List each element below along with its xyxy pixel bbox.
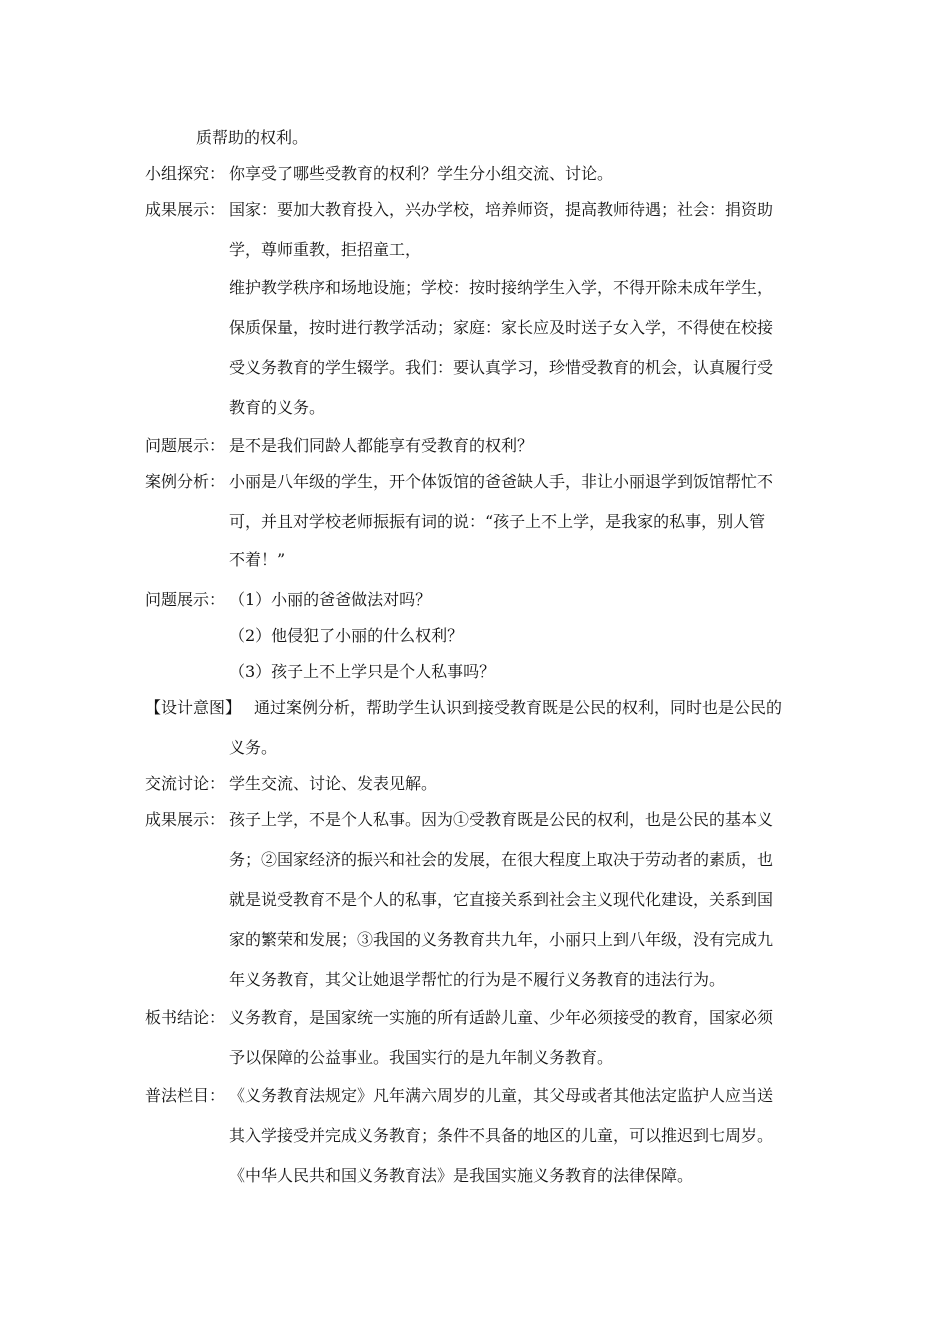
text-line: 务；②国家经济的振兴和社会的发展，在很大程度上取决于劳动者的素质，也	[229, 850, 774, 869]
text-line: 予以保障的公益事业。我国实行的是九年制义务教育。	[229, 1048, 614, 1067]
text-line: 可，并且对学校老师振振有词的说：“孩子上不上学，是我家的私事，别人管	[229, 512, 766, 531]
text-line: 你享受了哪些受教育的权利？学生分小组交流、讨论。	[229, 164, 614, 183]
text-line: （1）小丽的爸爸做法对吗？	[229, 590, 432, 609]
text-line: 年义务教育，其父让她退学帮忙的行为是不履行义务教育的违法行为。	[229, 970, 726, 989]
text-line: 义务教育，是国家统一实施的所有适龄儿童、少年必须接受的教育，国家必须	[229, 1008, 774, 1027]
text-line: 其入学接受并完成义务教育；条件不具备的地区的儿童，可以推迟到七周岁。	[229, 1126, 774, 1145]
line-label: 小组探究：	[145, 164, 226, 183]
text-line: 不着！”	[229, 550, 286, 569]
text-line: 维护教学秩序和场地设施；学校：按时接纳学生入学，不得开除未成年学生，	[229, 278, 774, 297]
text-line: 小丽是八年级的学生，开个体饭馆的爸爸缺人手，非让小丽退学到饭馆帮忙不	[229, 472, 774, 491]
text-line: 质帮助的权利。	[196, 128, 309, 147]
line-label: 普法栏目：	[145, 1086, 226, 1105]
line-label: 成果展示：	[145, 200, 226, 219]
text-line: （2）他侵犯了小丽的什么权利？	[229, 626, 464, 645]
text-line: 学生交流、讨论、发表见解。	[229, 774, 438, 793]
text-line: （3）孩子上不上学只是个人私事吗？	[229, 662, 496, 681]
text-line: 国家：要加大教育投入，兴办学校，培养师资，提高教师待遇；社会：捐资助	[229, 200, 774, 219]
text-line: 家的繁荣和发展；③我国的义务教育共九年，小丽只上到八年级，没有完成九	[229, 930, 774, 949]
text-line: 义务。	[229, 738, 278, 757]
text-line: 教育的义务。	[229, 398, 326, 417]
text-line: 通过案例分析，帮助学生认识到接受教育既是公民的权利，同时也是公民的	[254, 698, 783, 717]
line-label: 问题展示：	[145, 436, 226, 455]
text-line: 保质保量，按时进行教学活动；家庭：家长应及时送子女入学，不得使在校接	[229, 318, 774, 337]
line-label: 交流讨论：	[145, 774, 226, 793]
line-label: 板书结论：	[145, 1008, 226, 1027]
text-line: 受义务教育的学生辍学。我们：要认真学习，珍惜受教育的机会，认真履行受	[229, 358, 774, 377]
text-line: 《义务教育法规定》凡年满六周岁的儿童，其父母或者其他法定监护人应当送	[229, 1086, 774, 1105]
text-line: 是不是我们同龄人都能享有受教育的权利？	[229, 436, 534, 455]
text-line: 学，尊师重教，拒招童工，	[229, 240, 422, 259]
line-label: 问题展示：	[145, 590, 226, 609]
text-line: 孩子上学，不是个人私事。因为①受教育既是公民的权利，也是公民的基本义	[229, 810, 774, 829]
text-line: 就是说受教育不是个人的私事，它直接关系到社会主义现代化建设，关系到国	[229, 890, 774, 909]
line-label: 成果展示：	[145, 810, 226, 829]
text-line: 《中华人民共和国义务教育法》是我国实施义务教育的法律保障。	[229, 1166, 694, 1185]
line-label: 案例分析：	[145, 472, 226, 491]
line-label: 【设计意图】	[145, 698, 242, 717]
